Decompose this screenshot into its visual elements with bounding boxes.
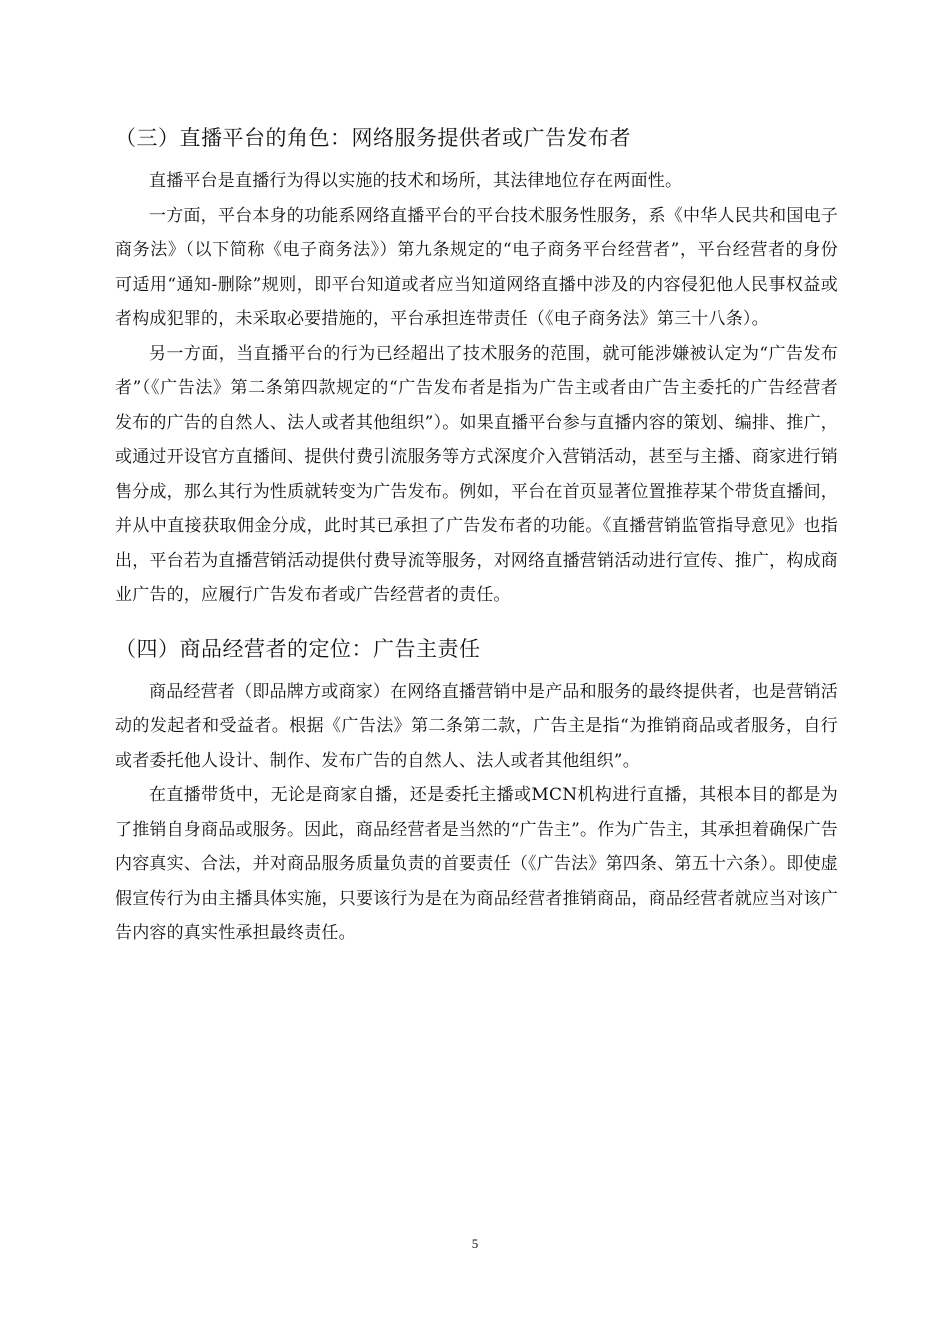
section-heading-merchant-role: （四）商品经营者的定位：广告主责任: [115, 636, 481, 661]
section-heading-platform-role: （三）直播平台的角色：网络服务提供者或广告发布者: [115, 126, 631, 150]
section-body-merchant-role: [115, 675, 838, 951]
paragraph: 直播平台是直播行为得以实施的技术和场所，其法律地位存在两面性。: [149, 171, 683, 191]
paragraph: 商品经营者（即品牌方或商家）在网络直播营销中是产品和服务的最终提供者，也是营销活动的发起者和受益者。根据《广告法》第二条第二款，广告主是指“为推销商品或者服务，自行或者委托他人设计、制作、发布广告的自然人、法人或者其他组织”。: [115, 681, 838, 771]
page-number: 5: [471, 1236, 479, 1251]
page-content: [115, 118, 838, 951]
paragraph: 另一方面，当直播平台的行为已经超出了技术服务的范围，就可能涉嫌被认定为“广告发布者”（《广告法》第二条第四款规定的“广告发布者是指为广告主或者由广告主委托的广告经营者发布的广告的自然人、法人或者其他组织”）。如果直播平台参与直播内容的策划、编排、推广，或通过开设官方直播间、提供付费引流服务等方式深度介入营销活动，甚至与主播、商家进行销售分成，那么其行为性质就转变为广告发布。例如，平台在首页显著位置推荐某个带货直播间，并从中直接获取佣金分成，此时其已承担了广告发布者的功能。《直播营销监管指导意见》也指出，平台若为直播营销活动提供付费导流等服务，对网络直播营销活动进行宣传、推广，构成商业广告的，应履行广告发布者或广告经营者的责任。: [115, 343, 838, 605]
paragraph: 在直播带货中，无论是商家自播，还是委托主播或MCN机构进行直播，其根本目的都是为了推销自身商品或服务。因此，商品经营者是当然的“广告主”。作为广告主，其承担着确保广告内容真实、合法，并对商品服务质量负责的首要责任（《广告法》第四条、第五十六条）。即使虚假宣传行为由主播具体实施，只要该行为是在为商品经营者推销商品，商品经营者就应当对该广告内容的真实性承担最终责任。: [115, 785, 838, 943]
paragraph: 一方面，平台本身的功能系网络直播平台的平台技术服务性服务，系《中华人民共和国电子商务法》（以下简称《电子商务法》）第九条规定的“电子商务平台经营者”，平台经营者的身份可适用“通知-删除”规则，即平台知道或者应当知道网络直播中涉及的内容侵犯他人民事权益或者构成犯罪的，未采取必要措施的，平台承担连带责任（《电子商务法》第三十八条）。: [115, 205, 838, 329]
section-body-platform-role: [115, 164, 838, 613]
